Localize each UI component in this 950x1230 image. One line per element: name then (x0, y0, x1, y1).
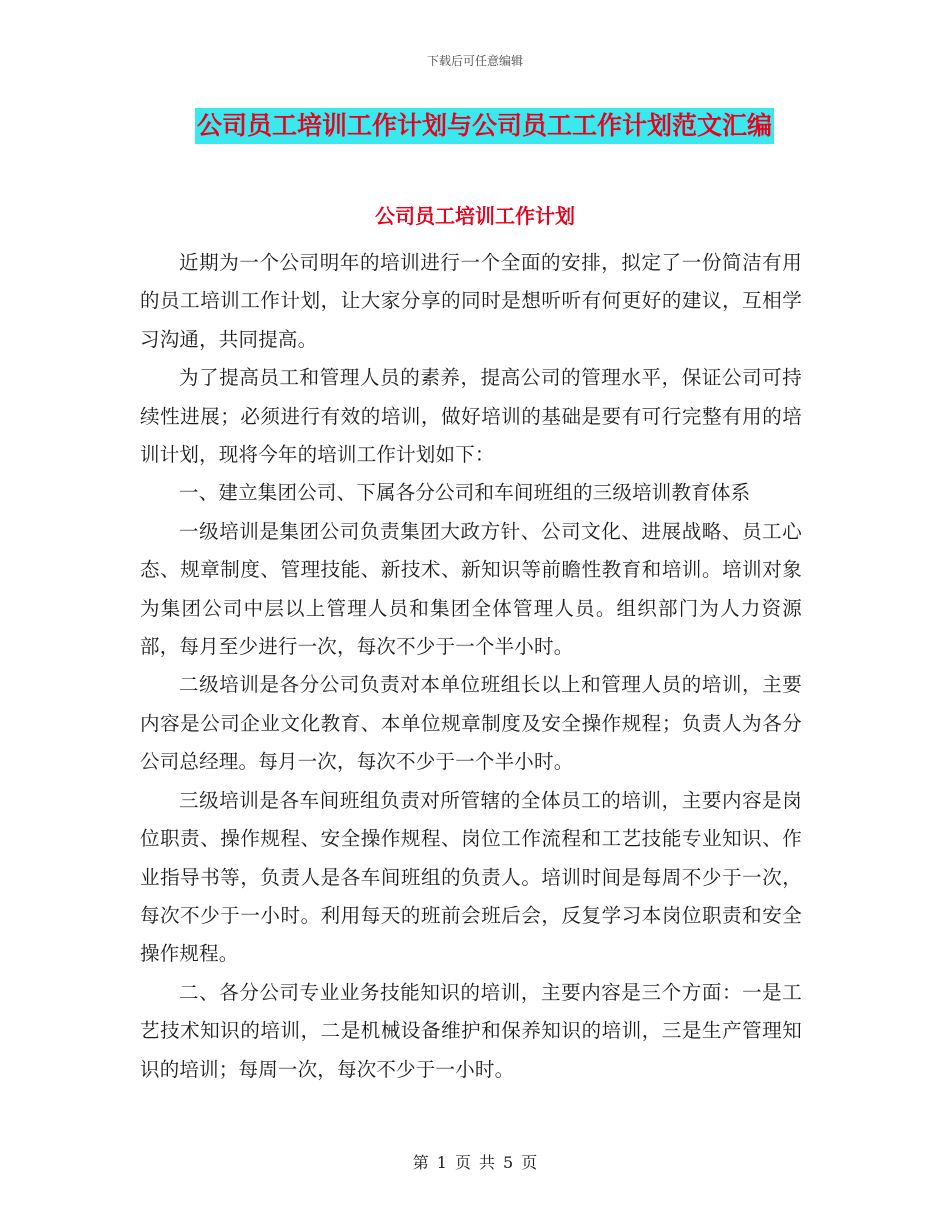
paragraph-purpose: 为了提高员工和管理人员的素养，提高公司的管理水平，保证公司可持续性进展；必须进行有效的培训，做好培训的基础是要有可行完整有用的培训计划，现将今年的培训工作计划如下： (140, 366, 802, 467)
paragraph-skills-training: 二、各分公司专业业务技能知识的培训，主要内容是三个方面：一是工艺技术知识的培训，二是机械设备维护和保养知识的培训，三是生产管理知识的培训；每周一次，每次不少于一小时。 (140, 980, 802, 1081)
paragraph-heading-system: 一、建立集团公司、下属各分公司和车间班组的三级培训教育体系 (179, 481, 751, 505)
paragraph-level-one: 一级培训是集团公司负责集团大政方针、公司文化、进展战略、员工心态、规章制度、管理技能、新技术、新知识等前瞻性教育和培训。培训对象为集团公司中层以上管理人员和集团全体管理人员。组织部门为人力资源部，每月至少进行一次，每次不少于一个半小时。 (140, 519, 802, 659)
footer-label-total: 共 (479, 1153, 496, 1172)
page-header-note: 下载后可任意编辑 (426, 54, 523, 68)
document-title: 公司员工培训工作计划与公司员工工作计划范文汇编 (195, 108, 774, 144)
document-body (140, 244, 802, 1089)
section-title: 公司员工培训工作计划 (375, 204, 575, 228)
page-footer (0, 1150, 950, 1173)
footer-label-page: 第 (412, 1153, 429, 1172)
footer-label-total-unit: 页 (521, 1153, 538, 1172)
paragraph-level-two: 二级培训是各分公司负责对本单位班组长以上和管理人员的培训，主要内容是公司企业文化教育、本单位规章制度及安全操作规程；负责人为各分公司总经理。每月一次，每次不少于一个半小时。 (140, 673, 802, 774)
paragraph-level-three: 三级培训是各车间班组负责对所管辖的全体员工的培训，主要内容是岗位职责、操作规程、安全操作规程、岗位工作流程和工艺技能专业知识、作业指导书等，负责人是各车间班组的负责人。培训时间是每周不少于一次，每次不少于一小时。利用每天的班前会班后会，反复学习本岗位职责和安全操作规程。 (140, 788, 802, 966)
footer-label-page-unit: 页 (454, 1153, 471, 1172)
footer-page-number: 1 (436, 1153, 447, 1172)
footer-total-pages: 5 (503, 1153, 514, 1172)
paragraph-intro: 近期为一个公司明年的培训进行一个全面的安排，拟定了一份简洁有用的员工培训工作计划，让大家分享的同时是想听听有何更好的建议，互相学习沟通，共同提高。 (140, 251, 802, 351)
